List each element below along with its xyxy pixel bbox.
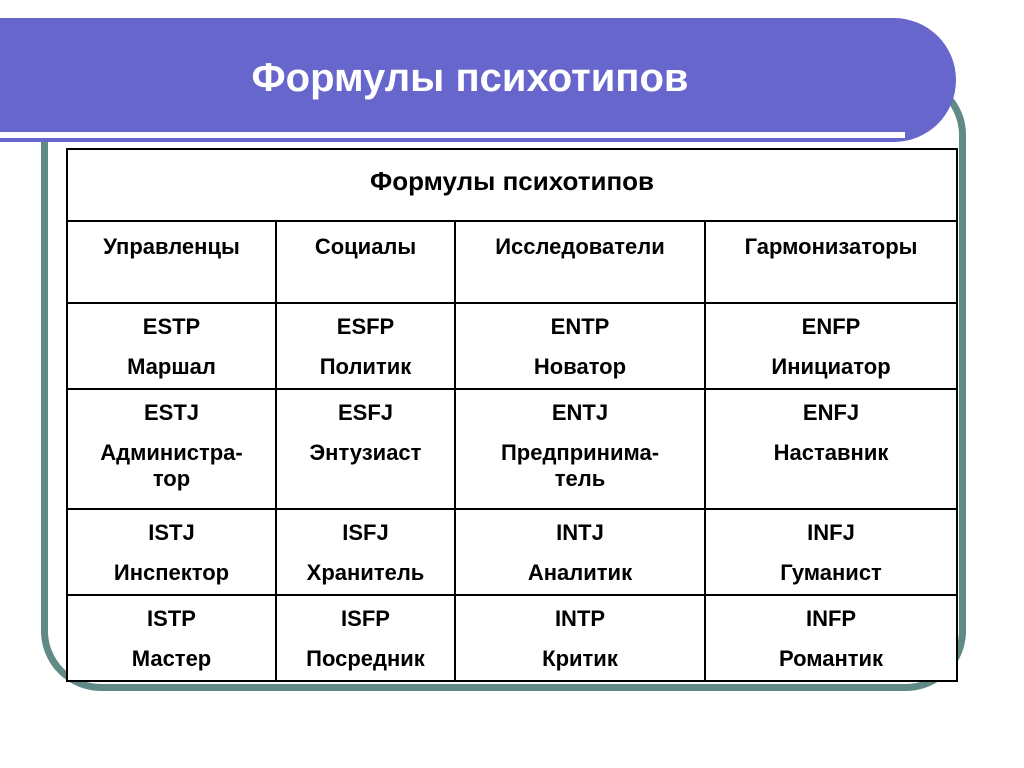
table-cell bbox=[455, 303, 705, 389]
type-code: INFJ bbox=[807, 520, 855, 545]
type-name: Критик bbox=[542, 646, 618, 671]
type-code: ENTJ bbox=[551, 400, 609, 425]
table-cell bbox=[455, 595, 705, 681]
type-code: ISFP bbox=[341, 606, 390, 631]
table-row bbox=[67, 389, 957, 509]
column-header-socials: Социалы bbox=[276, 221, 455, 303]
table-cell bbox=[705, 595, 957, 681]
table-cell bbox=[276, 509, 455, 595]
type-name: Наставник bbox=[773, 440, 889, 465]
column-header-harmonizers: Гармонизаторы bbox=[705, 221, 957, 303]
table-cell bbox=[705, 303, 957, 389]
type-code: INTJ bbox=[556, 520, 604, 545]
slide-title: Формулы психотипов bbox=[251, 56, 689, 100]
type-name: Предпринима- тель bbox=[500, 440, 660, 491]
type-name: Инициатор bbox=[771, 354, 891, 379]
type-code: ISTP bbox=[147, 606, 196, 631]
type-name: Новатор bbox=[533, 354, 627, 379]
table-cell bbox=[705, 509, 957, 595]
table-row bbox=[67, 595, 957, 681]
table-cell bbox=[276, 303, 455, 389]
table-cell bbox=[67, 509, 276, 595]
type-code: ENTP bbox=[550, 314, 610, 339]
table-cell bbox=[67, 389, 276, 509]
type-code: ESFJ bbox=[337, 400, 394, 425]
table-cell bbox=[276, 389, 455, 509]
table-row bbox=[67, 509, 957, 595]
type-code: ESTJ bbox=[143, 400, 200, 425]
type-name: Аналитик bbox=[527, 560, 633, 585]
type-code: ENFJ bbox=[802, 400, 860, 425]
type-code: INTP bbox=[554, 606, 606, 631]
table-cell bbox=[67, 303, 276, 389]
type-code: ISFJ bbox=[342, 520, 389, 545]
type-name: Посредник bbox=[306, 646, 425, 671]
type-name: Администра- тор bbox=[100, 440, 243, 491]
type-name: Политик bbox=[319, 354, 412, 379]
banner-divider bbox=[0, 132, 905, 138]
table-cell bbox=[705, 389, 957, 509]
type-name: Инспектор bbox=[113, 560, 230, 585]
column-header-researchers: Исследователи bbox=[455, 221, 705, 303]
type-name: Романтик bbox=[778, 646, 884, 671]
type-name: Гуманист bbox=[780, 560, 882, 585]
type-code: INFP bbox=[805, 606, 857, 631]
type-name: Маршал bbox=[127, 354, 216, 379]
table-caption: Формулы психотипов bbox=[67, 149, 957, 221]
type-code: ESTP bbox=[142, 314, 201, 339]
table-cell bbox=[276, 595, 455, 681]
type-code: ESFP bbox=[336, 314, 395, 339]
psychotype-table bbox=[66, 148, 958, 682]
table-cell bbox=[455, 509, 705, 595]
table-row bbox=[67, 303, 957, 389]
column-header-managers: Управленцы bbox=[67, 221, 276, 303]
type-code: ISTJ bbox=[148, 520, 195, 545]
table-cell bbox=[67, 595, 276, 681]
type-name: Энтузиаст bbox=[309, 440, 422, 465]
type-name: Хранитель bbox=[306, 560, 425, 585]
type-name: Мастер bbox=[131, 646, 212, 671]
table-cell bbox=[455, 389, 705, 509]
type-code: ENFP bbox=[801, 314, 861, 339]
